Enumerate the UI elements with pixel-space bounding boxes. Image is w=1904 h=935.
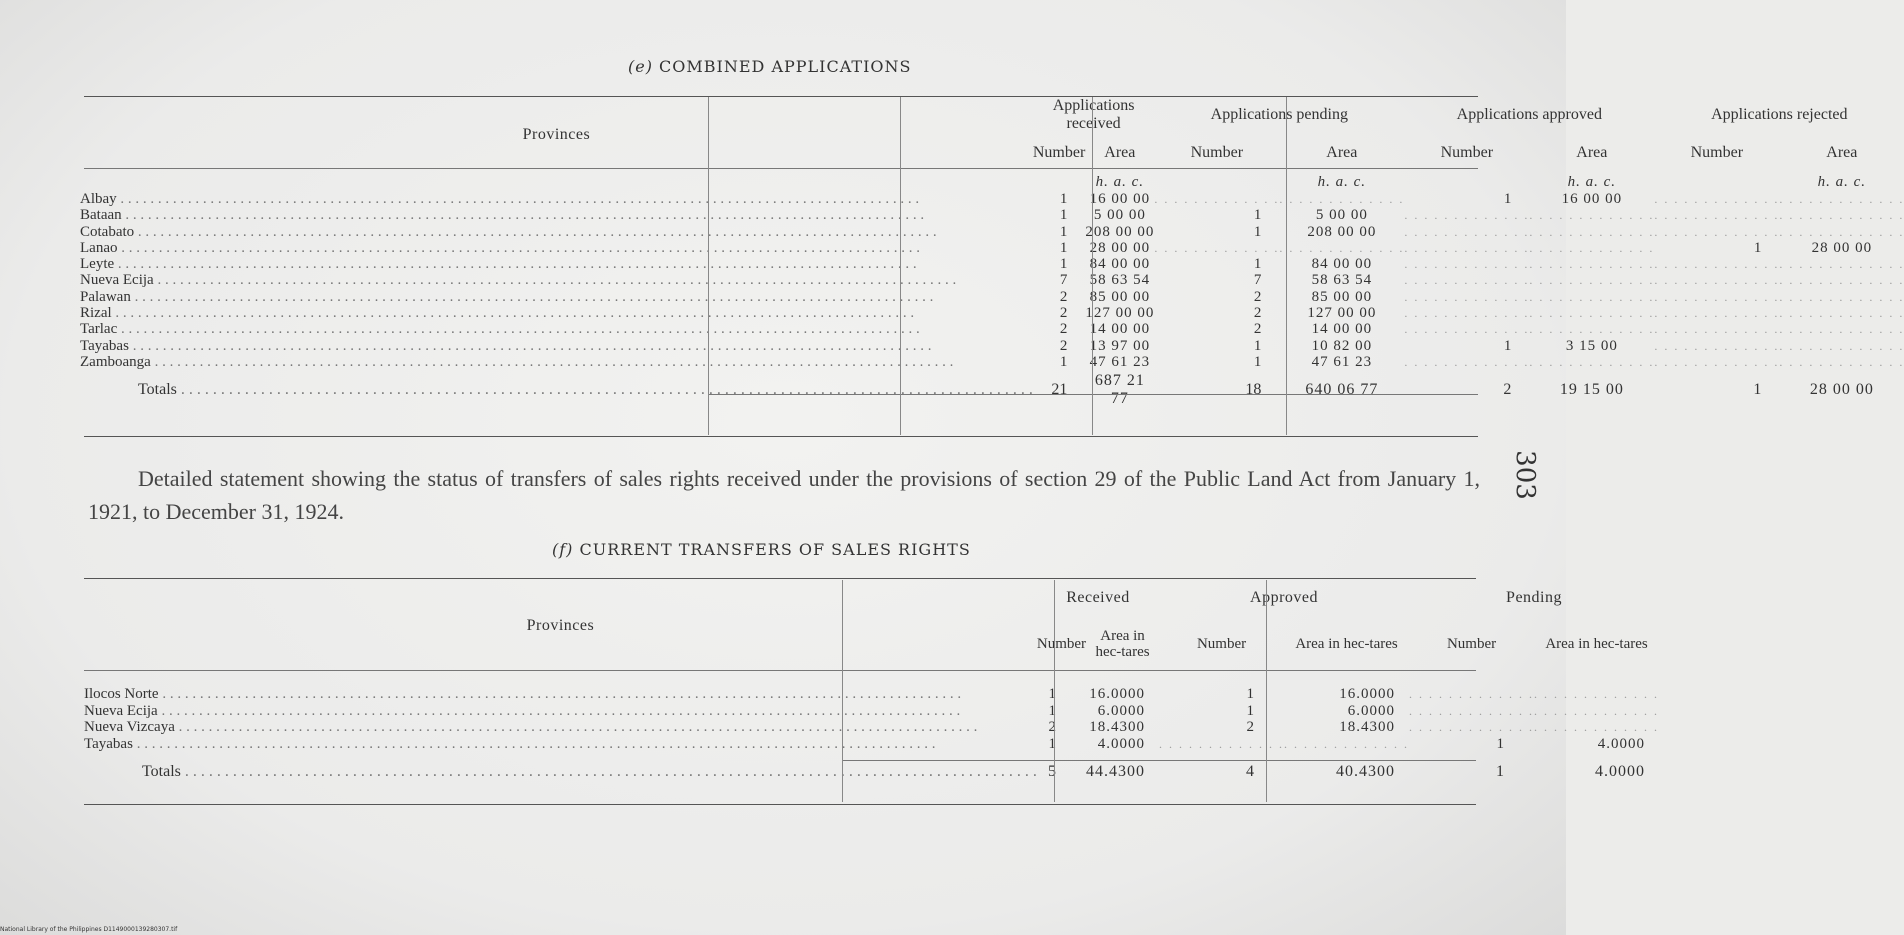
- table-cell: 28 00 00: [1089, 239, 1151, 256]
- table-e-divider: [1092, 97, 1093, 435]
- empty-cell: . . . . . . . . . . . . .: [1654, 338, 1780, 353]
- empty-cell: . . . . . . . . . . . . .: [1534, 703, 1660, 718]
- empty-cell: . . . . . . . . . . . . .: [1154, 192, 1280, 206]
- empty-cell: . . . . . . . . . . . . .: [1409, 703, 1535, 718]
- table-cell: 1: [1059, 256, 1068, 273]
- empty-cell: . . . . . . . . . . . . .: [1284, 736, 1410, 751]
- totals-cell: 4.0000: [1595, 763, 1646, 780]
- table-row: [80, 207, 1904, 223]
- table-f-caption-title: CURRENT TRANSFERS OF SALES RIGHTS: [579, 540, 971, 559]
- table-f-divider: [1054, 580, 1055, 802]
- col-number-header: Number: [1032, 144, 1086, 161]
- table-cell: 16 00 00: [1561, 191, 1623, 207]
- province-name: Zamboanga . . .: [80, 354, 1033, 370]
- table-cell: 1: [1048, 702, 1057, 719]
- table-e-caption-title: COMBINED APPLICATIONS: [659, 57, 912, 76]
- col-area-header: Area: [1326, 144, 1358, 161]
- unit-label: h. a. c.: [1817, 173, 1867, 190]
- totals-cell: 640 06 77: [1305, 381, 1379, 399]
- table-cell: 5 00 00: [1315, 207, 1368, 224]
- col-area-header: Area in hec-tares: [1545, 636, 1648, 652]
- empty-cell: . . . . . . . . . . . . .: [1779, 257, 1904, 272]
- table-cell: 1: [1503, 337, 1512, 354]
- group-header-approved: Approved: [1250, 589, 1319, 606]
- empty-cell: . . . . . . . . . . . . .: [1529, 322, 1655, 337]
- group-header-received: Received: [1066, 589, 1130, 606]
- empty-cell: . . . . . . . . . . . . .: [1404, 322, 1530, 337]
- empty-cell: . . . . . . . . . . . . .: [1529, 208, 1655, 223]
- table-cell: 2: [1059, 288, 1068, 305]
- page-number: 303: [1509, 450, 1540, 500]
- unit-label: h. a. c.: [1317, 173, 1367, 190]
- unit-label: h. a. c.: [1567, 173, 1617, 190]
- table-cell: 58 63 54: [1089, 272, 1151, 289]
- table-cell: 5 00 00: [1093, 207, 1146, 224]
- table-cell: 6.0000: [1097, 702, 1146, 719]
- empty-cell: . . . . . . . . . . . . .: [1654, 224, 1780, 239]
- table-cell: 47 61 23: [1311, 353, 1373, 370]
- table-row: [80, 240, 1904, 256]
- empty-cell: . . . . . . . . . . . . .: [1779, 306, 1904, 321]
- table-e-header-rule: [84, 168, 1478, 169]
- col-number-header: Number: [1036, 636, 1087, 652]
- empty-cell: . . . . . . . . . . . . .: [1779, 273, 1904, 288]
- totals-cell: 1: [1496, 763, 1505, 780]
- empty-cell: . . . . . . . . . . . . .: [1654, 208, 1780, 223]
- empty-cell: . . . . . . . . . . . . .: [1404, 240, 1530, 255]
- totals-cell: 28 00 00: [1809, 381, 1874, 399]
- table-row: [80, 224, 1904, 240]
- province-name: Nueva Vizcaya . . .: [84, 719, 1037, 736]
- empty-cell: . . . . . . . . . . . . .: [1779, 322, 1904, 337]
- empty-cell: . . . . . . . . . . . . .: [1404, 224, 1530, 239]
- table-cell: 2: [1253, 288, 1262, 305]
- table-f-divider: [842, 580, 843, 802]
- table-cell: 1: [1253, 337, 1262, 354]
- empty-cell: . . . . . . . . . . . . .: [1529, 354, 1655, 369]
- empty-cell: . . . . . . . . . . . . .: [1654, 192, 1780, 206]
- empty-cell: . . . . . . . . . . . . .: [1654, 289, 1780, 304]
- table-cell: 16 00 00: [1089, 191, 1151, 207]
- table-cell: 58 63 54: [1311, 272, 1373, 289]
- province-name: Tayabas . . .: [80, 338, 1033, 354]
- table-cell: 2: [1059, 321, 1068, 338]
- table-cell: 16.0000: [1339, 686, 1396, 702]
- table-cell: 4.0000: [1597, 735, 1646, 752]
- table-cell: 14 00 00: [1311, 321, 1373, 338]
- totals-cell: 18: [1245, 381, 1262, 399]
- table-cell: 84 00 00: [1089, 256, 1151, 273]
- empty-cell: . . . . . . . . . . . . .: [1654, 273, 1780, 288]
- table-cell: 7: [1059, 272, 1068, 289]
- empty-cell: . . . . . . . . . . . . .: [1409, 720, 1535, 734]
- col-area-header: Area in hec-tares: [1095, 628, 1150, 660]
- table-f-totals-rule: [842, 760, 1476, 761]
- table-cell: 1: [1059, 223, 1068, 240]
- empty-cell: . . . . . . . . . . . . .: [1409, 687, 1535, 701]
- totals-label: Totals . . .: [84, 752, 1037, 792]
- table-f-bottom-rule: [84, 804, 1476, 805]
- table-row: [80, 338, 1904, 354]
- table-cell: 1: [1246, 686, 1255, 702]
- province-name: Leyte . . .: [80, 256, 1033, 272]
- table-cell: 2: [1253, 305, 1262, 322]
- totals-cell: 5: [1048, 763, 1057, 780]
- combined-applications-table: [80, 97, 1904, 410]
- totals-cell: 1: [1753, 381, 1762, 399]
- table-cell: 1: [1059, 191, 1068, 207]
- province-name: Ilocos Norte . . .: [84, 686, 1037, 703]
- group-header-pending: Pending: [1506, 589, 1562, 606]
- table-cell: 208 00 00: [1085, 223, 1155, 240]
- table-cell: 85 00 00: [1089, 288, 1151, 305]
- col-area-header: Area: [1104, 144, 1136, 161]
- empty-cell: . . . . . . . . . . . . .: [1779, 338, 1904, 353]
- table-cell: 1: [1253, 256, 1262, 273]
- empty-cell: . . . . . . . . . . . . .: [1404, 289, 1530, 304]
- totals-row: [80, 370, 1904, 410]
- empty-cell: . . . . . . . . . . . . .: [1404, 273, 1530, 288]
- group-header-received: Applications received: [1052, 97, 1135, 132]
- table-row: [80, 305, 1904, 321]
- table-f-top-rule: [84, 578, 1476, 579]
- table-f-divider: [1266, 580, 1267, 802]
- table-cell: 1: [1503, 191, 1512, 207]
- table-e-caption-letter: (e): [628, 57, 653, 76]
- province-name: Tayabas . . .: [84, 736, 1037, 753]
- table-row: [80, 256, 1904, 272]
- empty-cell: . . . . . . . . . . . . .: [1529, 240, 1655, 255]
- table-cell: 2: [1059, 305, 1068, 322]
- group-header-pending: Applications pending: [1210, 106, 1348, 123]
- totals-row: [84, 752, 1659, 792]
- table-cell: 127 00 00: [1307, 305, 1377, 322]
- table-cell: 14 00 00: [1089, 321, 1151, 338]
- province-name: Bataan . . .: [80, 207, 1033, 223]
- col-area-header: Area: [1826, 144, 1858, 161]
- table-cell: 1: [1246, 702, 1255, 719]
- totals-cell: 44.4300: [1086, 763, 1146, 780]
- empty-cell: . . . . . . . . . . . . .: [1779, 354, 1904, 369]
- totals-cell: 21: [1051, 381, 1068, 399]
- table-e-divider: [708, 97, 709, 435]
- table-e-caption: [628, 57, 911, 76]
- col-area-header: Area in hec-tares: [1295, 636, 1398, 652]
- empty-cell: . . . . . . . . . . . . .: [1404, 354, 1530, 369]
- totals-cell: 40.4300: [1336, 763, 1396, 780]
- empty-cell: . . . . . . . . . . . . .: [1654, 306, 1780, 321]
- table-row: [84, 686, 1659, 703]
- table-cell: 1: [1253, 353, 1262, 370]
- group-header-approved: Applications approved: [1456, 106, 1602, 123]
- province-name: Lanao . . .: [80, 240, 1033, 256]
- empty-cell: . . . . . . . . . . . . .: [1529, 273, 1655, 288]
- table-cell: 18.4300: [1339, 719, 1396, 735]
- table-cell: 13 97 00: [1089, 337, 1151, 354]
- table-cell: 4.0000: [1097, 735, 1146, 752]
- col-number-header: Number: [1196, 636, 1247, 652]
- col-number-header: Number: [1190, 144, 1244, 161]
- table-row: [80, 321, 1904, 337]
- empty-cell: . . . . . . . . . . . . .: [1534, 687, 1660, 701]
- province-name: Tarlac . . .: [80, 321, 1033, 337]
- empty-cell: . . . . . . . . . . . . .: [1529, 257, 1655, 272]
- statement-paragraph: Detailed statement showing the status of transfers of sales rights received under the provisions of section 29 of the Public Land Act from January 1, 1921, to December 31, 1924.: [88, 466, 1480, 524]
- table-row: [80, 289, 1904, 305]
- totals-cell: 687 21 77: [1094, 372, 1145, 408]
- table-cell: 28 00 00: [1811, 239, 1873, 256]
- empty-cell: . . . . . . . . . . . . .: [1654, 322, 1780, 337]
- empty-cell: . . . . . . . . . . . . .: [1529, 289, 1655, 304]
- unit-label: h. a. c.: [1095, 173, 1145, 190]
- table-cell: 7: [1253, 272, 1262, 289]
- table-row: [80, 272, 1904, 288]
- empty-cell: . . . . . . . . . . . . .: [1404, 208, 1530, 223]
- table-cell: 2: [1048, 719, 1057, 735]
- col-area-header: Area: [1576, 144, 1608, 161]
- totals-label: Totals . . .: [80, 370, 1033, 410]
- table-cell: 47 61 23: [1089, 353, 1151, 370]
- table-cell: 1: [1753, 239, 1762, 256]
- table-f-caption: [552, 540, 971, 559]
- empty-cell: . . . . . . . . . . . . .: [1779, 289, 1904, 304]
- table-row: [84, 719, 1659, 736]
- group-header-rejected: Applications rejected: [1711, 106, 1848, 123]
- empty-cell: . . . . . . . . . . . . .: [1529, 224, 1655, 239]
- table-row: [84, 736, 1659, 753]
- table-cell: 84 00 00: [1311, 256, 1373, 273]
- table-cell: 2: [1253, 321, 1262, 338]
- province-name: Palawan . . .: [80, 289, 1033, 305]
- table-e-divider: [1286, 97, 1287, 435]
- totals-cell: 19 15 00: [1559, 381, 1624, 399]
- col-number-header: Number: [1440, 144, 1494, 161]
- col-number-header: Number: [1690, 144, 1744, 161]
- table-cell: 6.0000: [1347, 702, 1396, 719]
- table-cell: 1: [1253, 207, 1262, 224]
- table-cell: 1: [1059, 207, 1068, 224]
- table-cell: 10 82 00: [1311, 337, 1373, 354]
- table-e-totals-rule: [708, 394, 1478, 395]
- table-row: [84, 703, 1659, 720]
- table-cell: 16.0000: [1089, 686, 1146, 702]
- empty-cell: . . . . . . . . . . . . .: [1654, 257, 1780, 272]
- empty-cell: . . . . . . . . . . . . .: [1779, 192, 1904, 206]
- table-e-bottom-rule: [84, 436, 1478, 437]
- table-row: [80, 191, 1904, 207]
- provinces-header: Provinces: [526, 617, 595, 634]
- empty-cell: . . . . . . . . . . . . .: [1279, 192, 1405, 206]
- empty-cell: . . . . . . . . . . . . .: [1529, 306, 1655, 321]
- provinces-header: Provinces: [522, 126, 591, 143]
- table-f-header-rule: [84, 670, 1476, 671]
- totals-cell: 4: [1246, 763, 1255, 780]
- empty-cell: . . . . . . . . . . . . .: [1154, 240, 1280, 255]
- province-name: Albay . . .: [80, 191, 1033, 207]
- table-cell: 3 15 00: [1565, 337, 1618, 354]
- empty-cell: . . . . . . . . . . . . .: [1404, 306, 1530, 321]
- table-cell: 85 00 00: [1311, 288, 1373, 305]
- province-name: Cotabato . . .: [80, 224, 1033, 240]
- table-cell: 2: [1059, 337, 1068, 354]
- table-cell: 1: [1059, 239, 1068, 256]
- empty-cell: . . . . . . . . . . . . .: [1279, 240, 1405, 255]
- province-name: Nueva Ecija . . .: [84, 703, 1037, 720]
- table-cell: 127 00 00: [1085, 305, 1155, 322]
- table-e-divider: [900, 97, 901, 435]
- empty-cell: . . . . . . . . . . . . .: [1159, 736, 1285, 751]
- table-cell: 1: [1496, 735, 1505, 752]
- table-cell: 1: [1253, 223, 1262, 240]
- empty-cell: . . . . . . . . . . . . .: [1534, 720, 1660, 734]
- table-cell: 1: [1059, 353, 1068, 370]
- table-cell: 2: [1246, 719, 1255, 735]
- scan-credit: National Library of the Philippines D1149000139280307.tif: [0, 926, 178, 933]
- empty-cell: . . . . . . . . . . . . .: [1779, 208, 1904, 223]
- province-name: Rizal . . .: [80, 305, 1033, 321]
- totals-cell: 2: [1503, 381, 1512, 399]
- col-number-header: Number: [1446, 636, 1497, 652]
- table-cell: 1: [1048, 735, 1057, 752]
- table-cell: 208 00 00: [1307, 223, 1377, 240]
- empty-cell: . . . . . . . . . . . . .: [1654, 354, 1780, 369]
- table-cell: 18.4300: [1089, 719, 1146, 735]
- table-f-caption-letter: (f): [552, 540, 574, 559]
- empty-cell: . . . . . . . . . . . . .: [1779, 224, 1904, 239]
- empty-cell: . . . . . . . . . . . . .: [1404, 257, 1530, 272]
- table-row: [80, 354, 1904, 370]
- table-cell: 1: [1048, 686, 1057, 702]
- province-name: Nueva Ecija . . .: [80, 272, 1033, 288]
